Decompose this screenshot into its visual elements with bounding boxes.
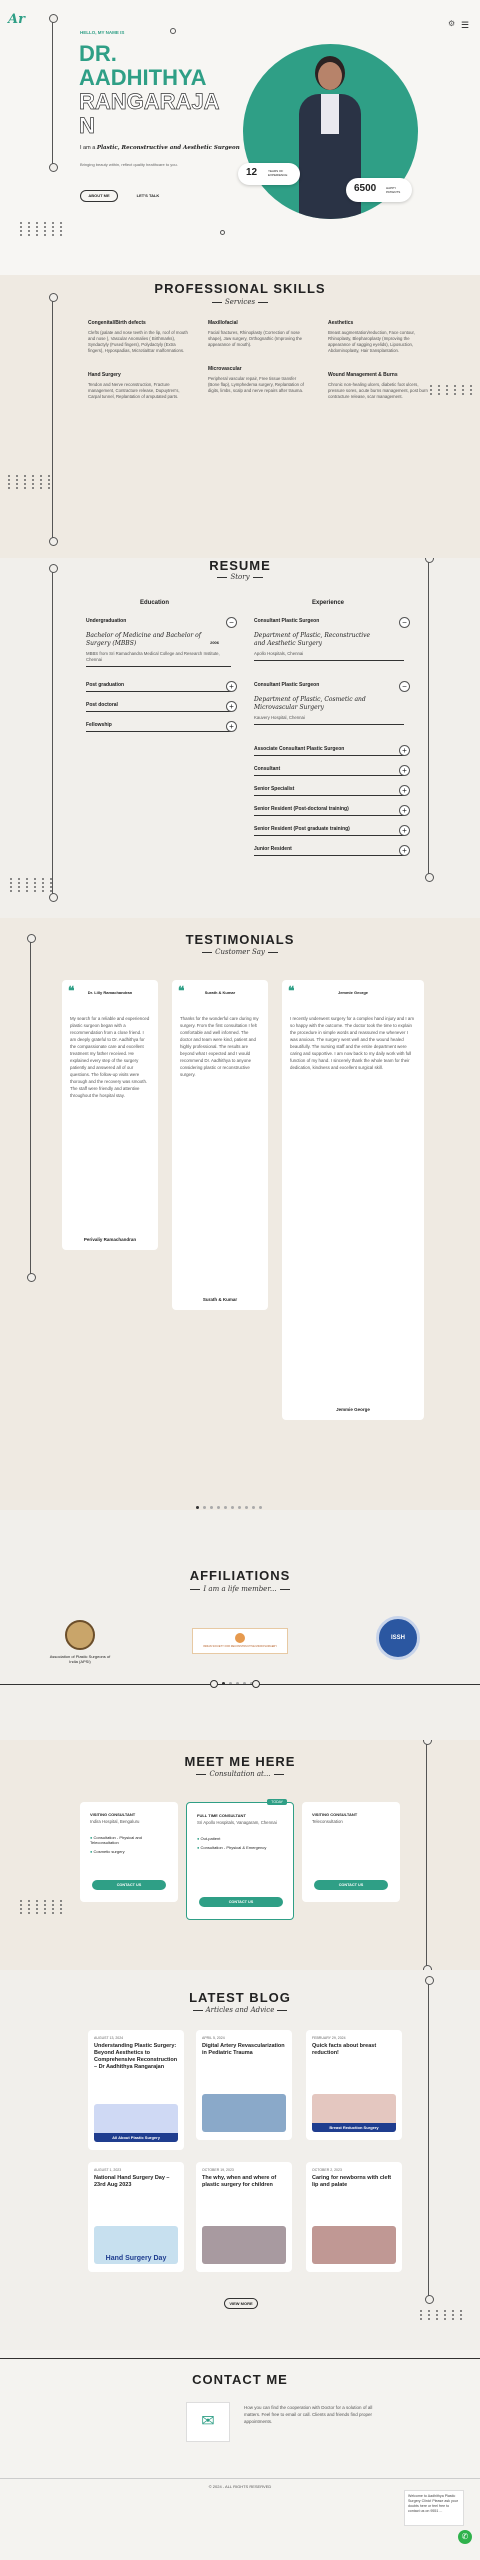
blog-thumbnail[interactable] — [202, 2226, 286, 2264]
hero-role: I am a Plastic, Reconstructive and Aesthetic Surgeon — [80, 145, 240, 151]
blog-card[interactable] — [88, 2162, 184, 2272]
contact-divider — [0, 2358, 480, 2359]
location-card — [302, 1802, 400, 1902]
hero-tagline: Bringing beauty within, reflect quality healthcare to you. — [80, 162, 178, 167]
resume-dots — [10, 878, 56, 892]
plus-icon[interactable]: + — [399, 745, 410, 756]
deco-circle — [170, 28, 176, 34]
hero-dots — [20, 222, 66, 236]
resume-row[interactable] — [254, 682, 407, 725]
plus-icon[interactable]: + — [399, 785, 410, 796]
check-icon: ● — [90, 1849, 94, 1854]
menu-icon[interactable]: ☰ — [461, 20, 470, 30]
quote-icon: ❝ — [68, 984, 75, 998]
meet-dots — [20, 1900, 66, 1914]
chat-popup[interactable]: Welcome to Aadhithya Plastic Surgery Clinic! Please ask your doubts here or feel free to contact us on 9551 ... — [404, 2490, 464, 2526]
resume-detail: Department of Plastic, Reconstructive and Aesthetic Surgery — [254, 632, 371, 647]
meet-subtitle: Consultation at... — [0, 1770, 480, 1778]
resume-section — [0, 558, 480, 918]
skill-text: Chronic non-healing ulcers, diabetic foot ulcers, pressure sores, acute burns management, post burn contracture release, scar management. — [328, 382, 428, 399]
location-line-text: Consultation - Physical & Emergency — [200, 1845, 267, 1850]
resume-row-label: Consultant — [254, 766, 281, 772]
check-icon: ● — [197, 1836, 201, 1841]
view-more-button[interactable]: VIEW MORE — [224, 2298, 258, 2309]
plus-icon[interactable]: + — [399, 765, 410, 776]
resume-row[interactable] — [254, 826, 407, 836]
resume-row[interactable] — [254, 618, 407, 661]
patients-badge: 6500 HAPPY PATIENTS — [346, 178, 412, 202]
blog-title[interactable]: Quick facts about breast reduction! — [312, 2043, 377, 2056]
blog-title[interactable]: Understanding Plastic Surgery: Beyond Aesthetics to Comprehensive Reconstruction – Dr Aadhithya Rangarajan — [94, 2043, 178, 2070]
isrm-logo-icon — [235, 1633, 245, 1643]
skills-section — [0, 275, 480, 558]
skill-block — [328, 320, 428, 354]
resume-row-label: Undergraduation — [86, 618, 127, 624]
minus-icon[interactable]: − — [399, 681, 410, 692]
skills-dots — [430, 385, 476, 395]
contact-icon: ✉ — [186, 2402, 230, 2442]
blog-date: OCTOBER 19, 2023 — [202, 2168, 234, 2172]
affiliations-title: AFFILIATIONS — [189, 1568, 291, 1583]
testimonial-card — [62, 980, 158, 1250]
resume-row[interactable] — [86, 702, 234, 712]
experience-title: Experience — [312, 600, 345, 606]
blog-thumbnail[interactable] — [94, 2104, 178, 2142]
affiliation-isrm: INDIAN SOCIETY FOR RECONSTRUCTIVE MICROSURGERY — [192, 1628, 288, 1654]
blog-title[interactable]: The why, when and where of plastic surgery for children — [202, 2175, 277, 2188]
blog-vertical-line — [428, 1980, 429, 2300]
testimonial-pager[interactable] — [196, 1506, 262, 1509]
blog-thumbnail[interactable] — [202, 2094, 286, 2132]
deco-circle — [252, 1680, 260, 1688]
skill-block — [88, 320, 188, 354]
location-card — [186, 1802, 294, 1920]
minus-icon[interactable]: − — [226, 617, 237, 628]
today-badge: TODAY — [267, 1799, 287, 1805]
resume-row[interactable] — [254, 746, 407, 756]
location-place: Teleconsultation — [312, 1819, 343, 1824]
blog-dots — [420, 2310, 466, 2320]
blog-card[interactable] — [306, 2030, 402, 2140]
resume-row-label: Senior Specialist — [254, 786, 295, 792]
contact-text: How you can find the cooperation with Doctor for a solution of all matters. Feel free to email or call. Clients and friends find proper appointments. — [244, 2405, 373, 2424]
skill-heading: Congenital/Birth defects — [88, 320, 146, 326]
blog-title[interactable]: Digital Artery Revascularization in Pediatric Trauma — [202, 2043, 285, 2056]
resume-row-label: Senior Resident (Post graduate training) — [254, 826, 350, 832]
location-line — [197, 1845, 283, 1850]
location-label: FULL TIME CONSULTANT — [197, 1813, 246, 1818]
skill-heading: Microvascular — [208, 366, 242, 372]
location-line — [90, 1849, 168, 1854]
plus-icon[interactable]: + — [399, 805, 410, 816]
check-icon: ● — [90, 1835, 94, 1840]
quote-icon: ❝ — [178, 984, 185, 998]
resume-row[interactable] — [254, 846, 407, 856]
affiliation-divider — [0, 1684, 480, 1685]
blog-card[interactable] — [306, 2162, 402, 2272]
testimonial-heading: Surath & Kumar — [204, 990, 236, 995]
affiliations-subtitle: I am a life member... — [0, 1585, 480, 1593]
skills-title: PROFESSIONAL SKILLS — [154, 281, 326, 296]
blog-thumbnail[interactable] — [312, 2226, 396, 2264]
about-me-button[interactable]: ABOUT ME — [80, 190, 118, 202]
skills-grid — [88, 320, 428, 418]
resume-subtitle: Story — [0, 573, 480, 581]
footer-divider — [0, 2478, 480, 2479]
skill-block — [328, 372, 428, 400]
skills-vertical-line — [52, 297, 53, 542]
plus-icon[interactable]: + — [226, 681, 237, 692]
hero-section — [0, 0, 480, 275]
testimonial-text: My search for a reliable and experienced plastic surgeon began with a recommendation from a close friend. I am deeply grateful to Dr. Aadhithya for the compassionate care and excellent treatment my father received. He explained every step of the surgery patiently and answered all of our questions. The follow-up visits were thorough and the recovery was smooth. The staff were friendly and attentive throughout the hospital stay. — [70, 1016, 150, 1098]
resume-place: Apollo Hospitals, Chennai — [254, 651, 304, 656]
blog-section — [0, 1970, 480, 2350]
resume-row-label: Senior Resident (Post-doctoral training) — [254, 806, 349, 812]
resume-row[interactable] — [86, 618, 234, 667]
resume-title: RESUME — [209, 558, 271, 573]
blog-thumbnail[interactable] — [312, 2094, 396, 2132]
affiliation-issh: ISSH — [376, 1616, 420, 1660]
blog-thumbnail[interactable] — [94, 2226, 178, 2264]
testimonials-vertical-line — [30, 938, 31, 1278]
location-line — [197, 1836, 283, 1841]
testimonial-heading: Jemmie George — [337, 990, 368, 995]
location-line-text: Consultation - Physical and Teleconsultation — [90, 1835, 143, 1845]
skill-text: Tendon and Nerve reconstruction, Fracture management, Contracture release, Dupuytren's, Carpal tunnel, Replantation of amputated parts. — [88, 382, 180, 399]
meet-title: MEET ME HERE — [184, 1754, 296, 1769]
minus-icon[interactable]: − — [399, 617, 410, 628]
contact-us-button[interactable]: CONTACT US — [314, 1880, 388, 1890]
plus-icon[interactable]: + — [399, 825, 410, 836]
deco-circle — [210, 1680, 218, 1688]
blog-title[interactable]: National Hand Surgery Day – 23rd Aug 2023 — [94, 2175, 170, 2188]
years-badge: 12 YEARS OF EXPERIENCE — [238, 163, 300, 185]
skill-heading: Hand Surgery — [88, 372, 121, 378]
location-card — [80, 1802, 178, 1902]
resume-row-label: Consultant Plastic Surgeon — [254, 618, 320, 624]
plus-icon[interactable]: + — [226, 701, 237, 712]
skill-heading: Maxillofacial — [208, 320, 238, 326]
contact-us-button[interactable]: CONTACT US — [199, 1897, 283, 1907]
testimonials-section — [0, 918, 480, 1510]
testimonials-subtitle: Customer Say — [0, 948, 480, 956]
resume-row-label: Consultant Plastic Surgeon — [254, 682, 320, 688]
blog-card[interactable] — [196, 2162, 292, 2272]
hero-eyebrow: HELLO, MY NAME IS — [80, 30, 125, 35]
testimonial-text: Thanks for the wonderful care during my surgery. From the first consultation I felt comfortable and well informed. The doctor and team were kind, patient and highly professional. The results are beyond what I expected and I would recommend Dr. Aadhithya to anyone considering plastic or reconstructive surgery. — [180, 1016, 259, 1077]
logo[interactable]: Ar — [8, 12, 25, 27]
location-place: Sri Apollo Hospitals, Vanagaram, Chennai — [197, 1820, 277, 1825]
skills-column — [88, 320, 188, 418]
resume-detail: Department of Plastic, Cosmetic and Microvascular Surgery — [254, 696, 366, 711]
resume-row[interactable] — [254, 806, 407, 816]
blog-thumbnail-caption: All About Plastic Surgery — [94, 2133, 178, 2142]
testimonial-text: I recently underwent surgery for a complex hand injury and I am so happy with the outcome. The doctor took the time to explain the procedure in simple words and reassured me whenever I was anxious. The surgery went well and the wound healed beautifully. The nursing staff and the entire department were caring and supportive. I am now back to my daily work with full function of my hand. I sincerely thank the whole team for their dedication, kindness and excellent surgical skill. — [290, 1016, 414, 1070]
resume-row[interactable] — [86, 682, 234, 692]
resume-row[interactable] — [86, 722, 234, 732]
education-title: Education — [140, 600, 170, 606]
resume-year: 2006 — [210, 640, 219, 645]
skills-dots — [8, 475, 54, 489]
blog-thumbnail-caption: Hand Surgery Day — [105, 2255, 167, 2262]
blog-card[interactable] — [196, 2030, 292, 2140]
blog-card[interactable] — [88, 2030, 184, 2150]
apsi-logo-icon — [65, 1620, 95, 1650]
blog-date: OCTOBER 2, 2023 — [312, 2168, 342, 2172]
skill-block — [208, 366, 308, 394]
location-line-text: Cosmetic surgery — [93, 1849, 125, 1854]
blog-thumbnail-caption: Breast Reduction Surgery — [312, 2123, 396, 2132]
affiliation-apsi: Association of Plastic Surgeons of India (APSI) — [45, 1620, 115, 1664]
contact-us-button[interactable]: CONTACT US — [92, 1880, 166, 1890]
whatsapp-chat-icon[interactable]: ✆ — [458, 2530, 472, 2544]
resume-place: Kauvery Hospital, Chennai — [254, 715, 305, 720]
testimonial-card — [172, 980, 268, 1310]
contact-section — [0, 2350, 480, 2560]
lets-talk-button[interactable]: LET'S TALK — [136, 193, 160, 198]
skill-text: Breast augmentation/reduction, Face contour, Rhinoplasty, Blepharoplasty (Improving the appearance of sagging eyelids), Liposuction, Abdominoplasty, Hair transplantation. — [328, 330, 415, 353]
hero-vertical-line — [52, 18, 53, 168]
resume-row-label: Post graduation — [86, 682, 125, 688]
resume-row[interactable] — [254, 786, 407, 796]
skill-text: Clefts (palate and nose teeth in the lip, roof of mouth and nose ), Vascular Anomalies ( Birthmarks), Syndactyly (Fused fingers), Polydactyly (Extra fingers), Hypospadias, Microtia/Ear malformations. — [88, 330, 188, 353]
resume-row-label: Fellowship — [86, 722, 112, 728]
resume-place: MBBS from Sri Ramachandra Medical College and Research Institute, Chennai — [86, 651, 220, 662]
quote-icon: ❝ — [288, 984, 295, 998]
resume-vertical-line — [52, 568, 53, 898]
blog-date: AUGUST 1, 2023 — [94, 2168, 122, 2172]
testimonial-author: Perivaliy Ramachandran — [83, 1237, 137, 1242]
location-label: VISITING CONSULTANT — [90, 1812, 136, 1817]
blog-title: LATEST BLOG — [189, 1990, 291, 2005]
skill-block — [88, 372, 188, 400]
skill-text: Peripheral vascular repair, Free tissue transfer (Bone flap), Lymphedema surgery, Replantation of digits, limbs, scalp and nerve repairs after trauma. — [208, 376, 304, 393]
skills-column — [328, 320, 428, 418]
resume-row-label: Junior Resident — [254, 846, 292, 852]
hero-name: DR. AADHITHYA RANGARAJA N — [79, 41, 220, 138]
skill-heading: Aesthetics — [328, 320, 354, 326]
plus-icon[interactable]: + — [399, 845, 410, 856]
skill-block — [208, 320, 308, 348]
skills-subtitle: Services — [0, 298, 480, 306]
skill-heading: Wound Management & Burns — [328, 372, 398, 378]
resume-detail: Bachelor of Medicine and Bachelor of Surgery (MBBS) — [86, 632, 201, 647]
location-line-text: Out-patient — [200, 1836, 221, 1841]
testimonial-heading: Dr. Lilly Ramachandran — [87, 990, 133, 995]
location-line — [90, 1835, 168, 1845]
location-place: Indira Hospital, Bengaluru — [90, 1819, 140, 1824]
blog-date: APRIL 5, 2024 — [202, 2036, 225, 2040]
footer-copyright: © 2024 - ALL RIGHTS RESERVED — [208, 2484, 272, 2489]
testimonial-author: Surath & Kumar — [202, 1297, 238, 1302]
meet-section — [0, 1740, 480, 1970]
skill-text: Facial fractures, Rhinoplasty (Correction of nose shape), Jaw surgery, Orthognathic (Improving the appearance of mouth). — [208, 330, 303, 347]
settings-icon[interactable]: ⚙ — [448, 19, 456, 28]
plus-icon[interactable]: + — [226, 721, 237, 732]
blog-date: AUGUST 13, 2024 — [94, 2036, 124, 2040]
resume-row-label: Post doctoral — [86, 702, 118, 708]
location-label: VISITING CONSULTANT — [312, 1812, 358, 1817]
blog-subtitle: Articles and Advice — [0, 2006, 480, 2014]
check-icon: ● — [197, 1845, 201, 1850]
resume-row[interactable] — [254, 766, 407, 776]
deco-circle — [220, 230, 225, 235]
blog-title[interactable]: Caring for newborns with cleft lip and palate — [312, 2175, 392, 2188]
skills-column — [208, 320, 308, 418]
blog-date: FEBRUARY 29, 2024 — [312, 2036, 346, 2040]
testimonial-card — [282, 980, 424, 1420]
meet-vertical-line — [426, 1740, 427, 1970]
resume-row-label: Associate Consultant Plastic Surgeon — [254, 746, 345, 752]
testimonial-author: Jemmie George — [336, 1407, 370, 1412]
contact-title: CONTACT ME — [192, 2372, 288, 2387]
affiliations-section — [0, 1510, 480, 1740]
resume-vertical-line — [428, 558, 429, 878]
testimonials-title: TESTIMONIALS — [185, 932, 295, 947]
